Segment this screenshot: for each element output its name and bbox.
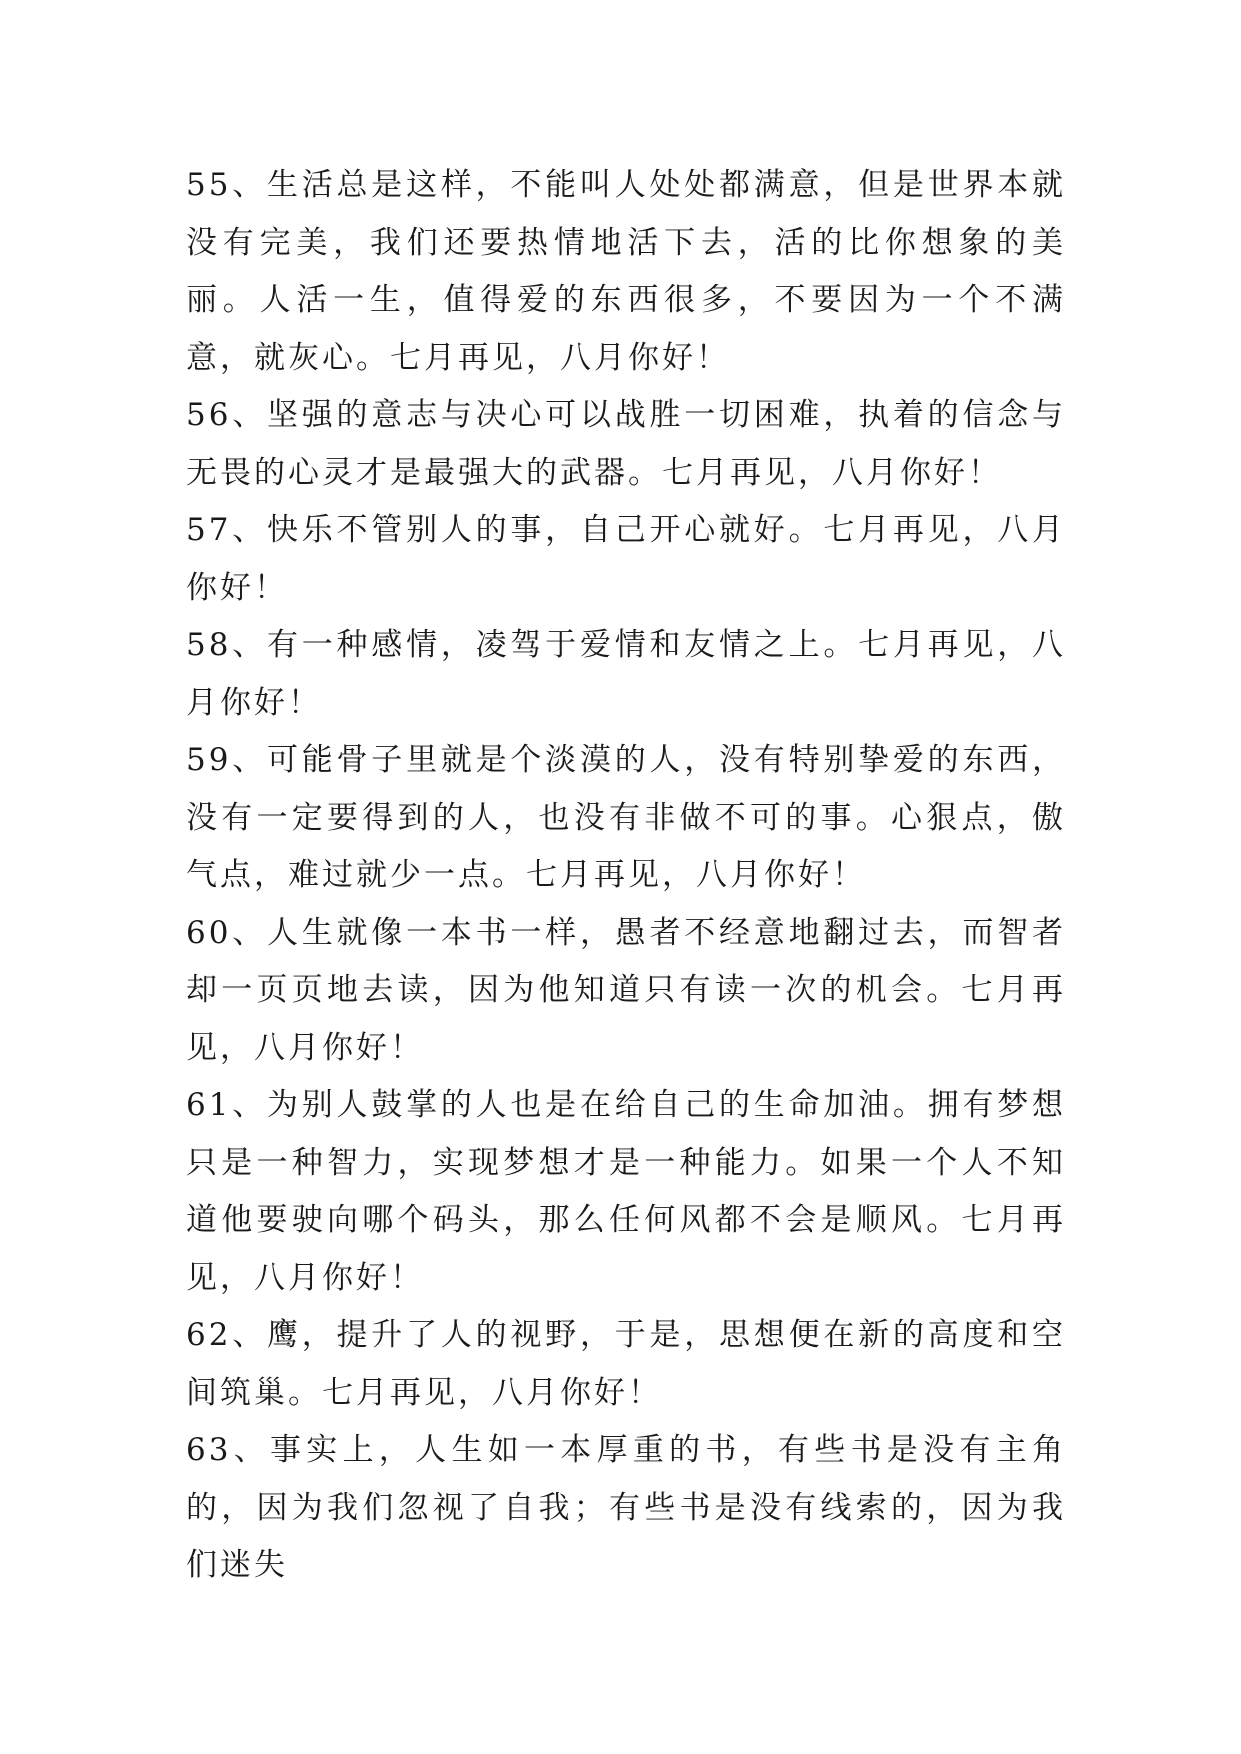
paragraph-57: 57、快乐不管别人的事，自己开心就好。七月再见，八月你好！	[186, 512, 1066, 606]
paragraph-60: 60、人生就像一本书一样，愚者不经意地翻过去，而智者却一页页地去读，因为他知道只有读一次的机会。七月再见，八月你好！	[186, 914, 1066, 1066]
paragraph-56: 56、坚强的意志与决心可以战胜一切困难，执着的信念与无畏的心灵才是最强大的武器。七月再见，八月你好！	[186, 397, 1066, 491]
paragraph-55: 55、生活总是这样，不能叫人处处都满意，但是世界本就没有完美，我们还要热情地活下去，活的比你想象的美丽。人活一生，值得爱的东西很多，不要因为一个不满意，就灰心。七月再见，八月你好！	[186, 167, 1066, 376]
paragraph-62: 62、鹰，提升了人的视野，于是，思想便在新的高度和空间筑巢。七月再见，八月你好！	[186, 1317, 1066, 1411]
paragraph-59: 59、可能骨子里就是个淡漠的人，没有特别挚爱的东西，没有一定要得到的人，也没有非做不可的事。心狠点，傲气点，难过就少一点。七月再见，八月你好！	[186, 742, 1066, 893]
document-body	[186, 157, 1066, 1595]
paragraph-63: 63、事实上，人生如一本厚重的书，有些书是没有主角的，因为我们忽视了自我；有些书是没有线索的，因为我们迷失	[186, 1432, 1066, 1583]
paragraph-61: 61、为别人鼓掌的人也是在给自己的生命加油。拥有梦想只是一种智力，实现梦想才是一种能力。如果一个人不知道他要驶向哪个码头，那么任何风都不会是顺风。七月再见，八月你好！	[186, 1087, 1066, 1296]
paragraph-58: 58、有一种感情，凌驾于爱情和友情之上。七月再见，八月你好！	[186, 627, 1066, 721]
